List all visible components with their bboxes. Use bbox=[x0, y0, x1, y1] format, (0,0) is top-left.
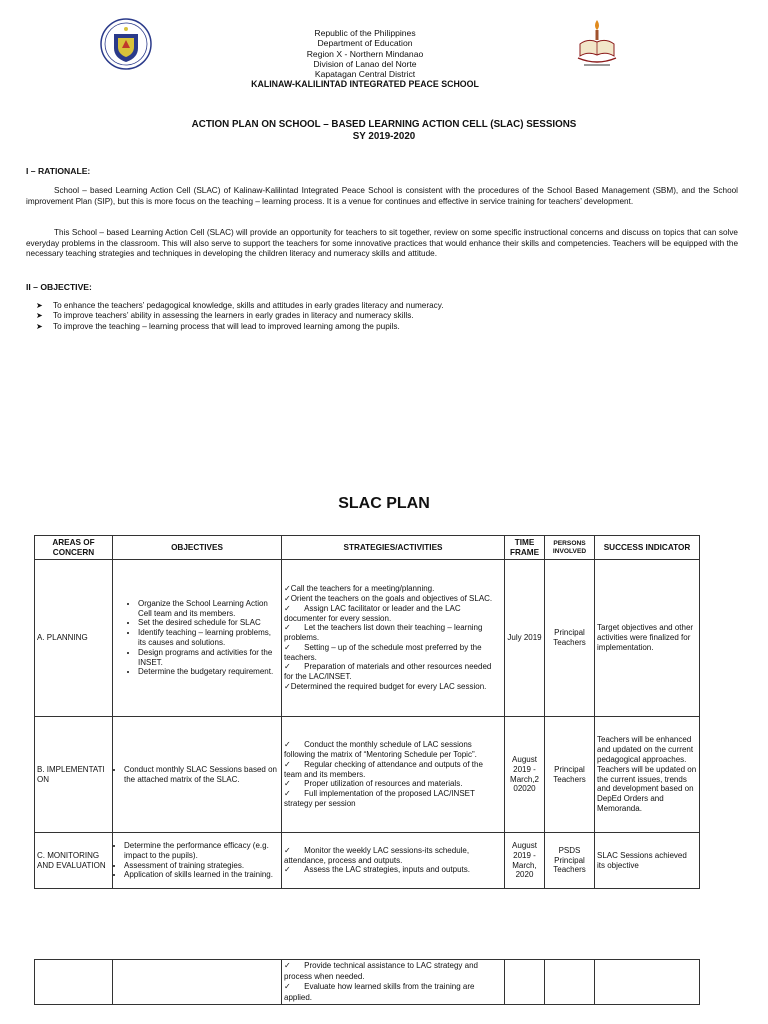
list-item: • Design programs and activities for the INSET. bbox=[138, 648, 279, 668]
objective-item: ➤ To enhance the teachers’ pedagogical knowledge, skills and attitudes in early grades literacy and numeracy. bbox=[36, 301, 444, 310]
area-cell bbox=[35, 960, 113, 1005]
table-row bbox=[35, 833, 700, 889]
list-item: • Application of skills learned in the training. bbox=[124, 870, 279, 880]
check-icon: ✓ bbox=[284, 789, 291, 799]
list-item: ✓ Preparation of materials and other resources needed for the LAC/INSET. bbox=[284, 662, 492, 682]
letterhead-line: Republic of the Philippines bbox=[314, 28, 416, 38]
letterhead-line: Division of Lanao del Norte bbox=[313, 58, 417, 69]
arrow-bullet-icon: ➤ bbox=[36, 321, 43, 331]
objectives-cell bbox=[113, 717, 282, 833]
list-item: ✓ Conduct the monthly schedule of LAC sessions following the matrix of “Mentoring Schedule per Topic”. bbox=[284, 740, 477, 759]
objective-item: ➤ To improve teachers’ ability in assessing the learners in early grades in literacy and numeracy skills. bbox=[36, 311, 414, 321]
table-row bbox=[35, 560, 700, 717]
list-item: • Determine the budgetary requirement. bbox=[138, 667, 279, 677]
check-icon: ✓ bbox=[284, 759, 291, 769]
column-header: STRATEGIES/ACTIVITIES bbox=[282, 536, 505, 560]
slac-plan-title: SLAC PLAN bbox=[338, 495, 430, 512]
title-year: SY 2019-2020 bbox=[352, 131, 416, 142]
list-item: ✓ Proper utilization of resources and materials. bbox=[284, 779, 463, 789]
column-header: TIME FRAME bbox=[505, 536, 545, 560]
check-icon: ✓ bbox=[284, 603, 291, 613]
check-icon: ✓ bbox=[284, 642, 291, 652]
document-title bbox=[0, 119, 768, 143]
indicator-cell: Target objectives and other activities were finalized for implementation. bbox=[595, 560, 700, 717]
objectives-cell bbox=[113, 960, 282, 1005]
check-icon: ✓ bbox=[284, 593, 291, 603]
list-item: ✓ Let the teachers list down their teaching – learning problems. bbox=[284, 623, 483, 643]
check-icon: ✓ bbox=[284, 845, 291, 855]
objective-list bbox=[36, 301, 736, 332]
list-item: • Organize the School Learning Action Cell team and its members. bbox=[138, 599, 279, 619]
slac-plan-continuation-table bbox=[34, 959, 700, 1005]
persons-cell bbox=[545, 960, 595, 1005]
indicator-cell: Teachers will be enhanced and updated on the current pedagogical approaches. Teachers will be updated on the current issues, trends and development based on DepEd Orders and Memoranda. bbox=[595, 717, 700, 833]
check-icon: ✓ bbox=[284, 584, 291, 594]
time-frame-cell bbox=[505, 960, 545, 1005]
area-cell: B. IMPLEMENTATI ON bbox=[35, 717, 113, 833]
slac-plan-table bbox=[34, 535, 700, 889]
list-item: ✓ Evaluate how learned skills from the training are applied. bbox=[284, 982, 475, 1002]
list-item: ✓ Regular checking of attendance and outputs of the team and its members. bbox=[284, 759, 483, 779]
strategies-cell bbox=[282, 560, 505, 717]
letterhead-line: Department of Education bbox=[317, 38, 413, 49]
deped-seal-icon bbox=[100, 18, 152, 70]
objective-item: ➤ To improve the teaching – learning process that will lead to improved learning among the pupils. bbox=[36, 321, 400, 331]
area-cell: A. PLANNING bbox=[35, 560, 113, 717]
list-item: ✓ Assign LAC facilitator or leader and the LAC documenter for every session. bbox=[284, 603, 461, 623]
strategies-cell bbox=[282, 717, 505, 833]
letterhead bbox=[160, 28, 570, 90]
column-header: SUCCESS INDICATOR bbox=[595, 536, 700, 560]
list-item: ✓Call the teachers for a meeting/planning. bbox=[284, 584, 435, 594]
check-icon: ✓ bbox=[284, 682, 291, 692]
rationale-paragraph bbox=[26, 228, 738, 260]
table-row bbox=[35, 717, 700, 833]
letterhead-line: Kapatagan Central District bbox=[314, 69, 416, 80]
check-icon: ✓ bbox=[284, 982, 291, 992]
school-logo-icon bbox=[574, 18, 620, 70]
list-item: ✓ Setting – up of the schedule most preferred by the teachers. bbox=[284, 642, 482, 662]
check-icon: ✓ bbox=[284, 779, 291, 789]
rationale-paragraph-text: This School – based Learning Action Cell (SLAC) will provide an opportunity for teachers to sit together, review on some specific instructional concerns and discuss on topics that can solve everyday problems in the classroom. This will also serve to support the teachers for some innovative practices that would enhance their skills and competencies. Teachers will be equipped with the necessary teaching strategies and techniques in developing the children literacy and numeracy skills and attitude. bbox=[26, 228, 738, 259]
letterhead-line: Region X - Northern Mindanao bbox=[306, 48, 424, 59]
area-cell: C. MONITORING AND EVALUATION bbox=[35, 833, 113, 889]
persons-cell: Principal Teachers bbox=[545, 717, 595, 833]
check-icon: ✓ bbox=[284, 865, 291, 875]
persons-cell: PSDS Principal Teachers bbox=[545, 833, 595, 889]
list-item: • Identify teaching – learning problems, its causes and solutions. bbox=[138, 628, 279, 648]
check-icon: ✓ bbox=[284, 740, 291, 750]
arrow-bullet-icon: ➤ bbox=[36, 301, 43, 310]
list-item: ✓ Provide technical assistance to LAC strategy and process when needed. bbox=[284, 961, 478, 981]
check-icon: ✓ bbox=[284, 662, 291, 672]
check-icon: ✓ bbox=[284, 623, 291, 633]
title-line: ACTION PLAN ON SCHOOL – BASED LEARNING ACTION CELL (SLAC) SESSIONS bbox=[191, 119, 577, 130]
column-header: OBJECTIVES bbox=[113, 536, 282, 560]
indicator-cell: SLAC Sessions achieved its objective bbox=[595, 833, 700, 889]
indicator-cell bbox=[595, 960, 700, 1005]
time-frame-cell: August 2019 - March, 2020 bbox=[505, 833, 545, 889]
objective-heading: II – OBJECTIVE: bbox=[26, 282, 92, 292]
list-item: • Conduct monthly SLAC Sessions based on the attached matrix of the SLAC. bbox=[124, 765, 279, 785]
list-item: ✓ Assess the LAC strategies, inputs and outputs. bbox=[284, 865, 470, 875]
table-row bbox=[35, 960, 700, 1005]
objectives-cell bbox=[113, 833, 282, 889]
strategies-cell bbox=[282, 833, 505, 889]
list-item: ✓Orient the teachers on the goals and objectives of SLAC. bbox=[284, 593, 493, 603]
column-header: PERSONS INVOLVED bbox=[545, 536, 595, 560]
list-item: • Set the desired schedule for SLAC bbox=[138, 618, 279, 628]
list-item: ✓ Full implementation of the proposed LAC/INSET strategy per session bbox=[284, 789, 475, 808]
school-name: KALINAW-KALILINTAD INTEGRATED PEACE SCHOOL bbox=[251, 79, 479, 90]
table-header-row bbox=[35, 536, 700, 560]
list-item: ✓ Monitor the weekly LAC sessions-its schedule, attendance, process and outputs. bbox=[284, 845, 470, 865]
column-header: AREAS OF CONCERN bbox=[35, 536, 113, 560]
persons-cell: Principal Teachers bbox=[545, 560, 595, 717]
list-item: ✓Determined the required budget for every LAC session. bbox=[284, 682, 487, 692]
rationale-heading: I – RATIONALE: bbox=[26, 166, 91, 176]
time-frame-cell: July 2019 bbox=[505, 560, 545, 717]
objectives-cell bbox=[113, 560, 282, 717]
list-item: • Assessment of training strategies. bbox=[124, 861, 279, 871]
check-icon: ✓ bbox=[284, 961, 291, 970]
list-item: • Determine the performance efficacy (e.g. impact to the pupils). bbox=[124, 841, 279, 861]
arrow-bullet-icon: ➤ bbox=[36, 311, 43, 321]
time-frame-cell: August 2019 - March,2 02020 bbox=[505, 717, 545, 833]
rationale-paragraph-text: School – based Learning Action Cell (SLAC) of Kalinaw-Kalilintad Integrated Peace School is consistent with the procedures of the School Based Management (SBM), and the School improvement Plan (SIP), but this is more focus on the teaching – learning process. It is a venue for continues and effective in service training for teachers’ development. bbox=[26, 186, 738, 206]
rationale-paragraph bbox=[26, 186, 738, 207]
strategies-cell bbox=[282, 960, 505, 1005]
